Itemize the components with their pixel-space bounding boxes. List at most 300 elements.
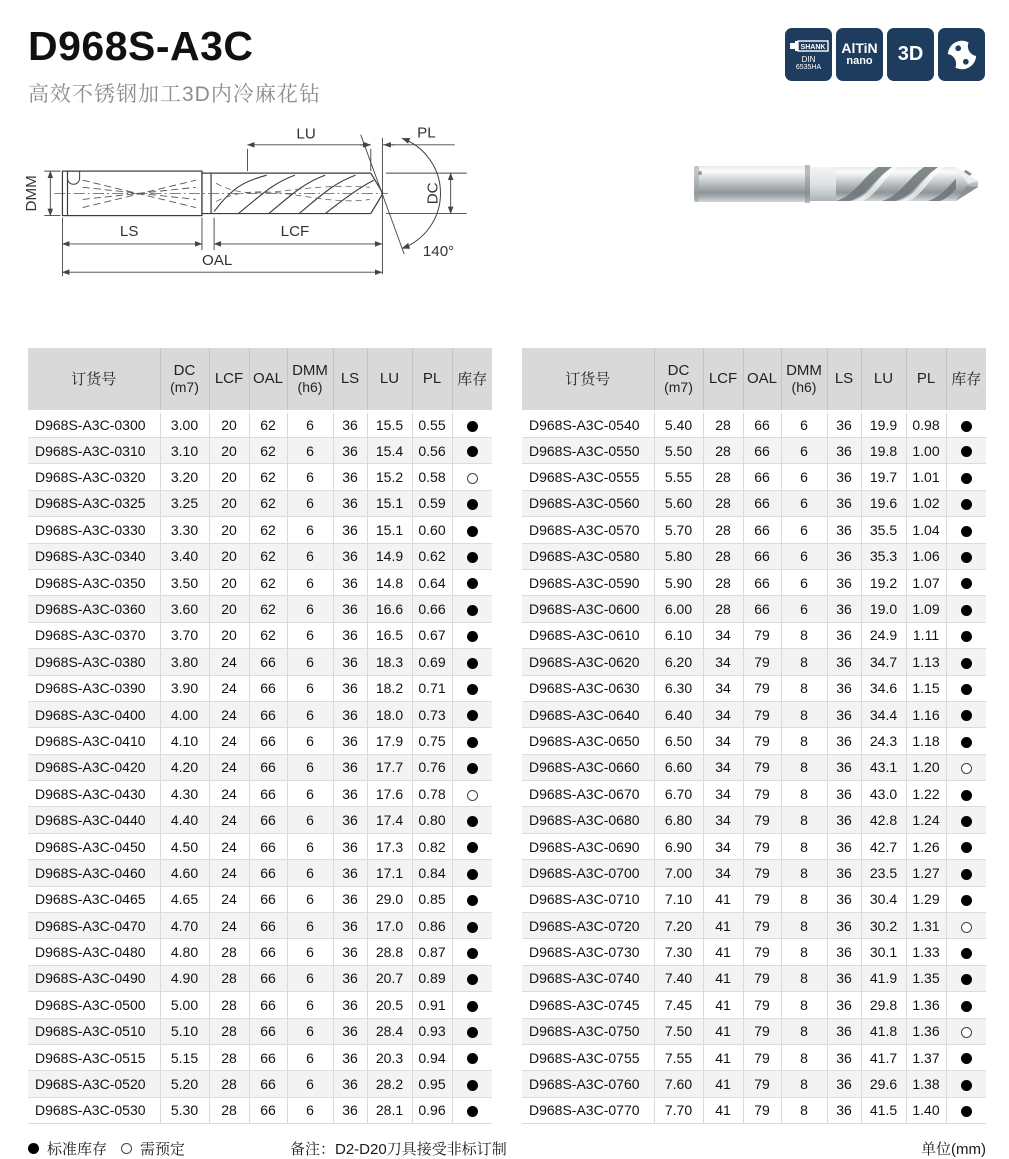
spec-cell: 0.91	[412, 992, 452, 1018]
spec-cell: 16.5	[367, 622, 412, 648]
spec-cell: 36	[333, 1018, 367, 1044]
table-row	[28, 464, 492, 490]
table-row	[28, 649, 492, 675]
spec-cell: 28	[703, 569, 743, 595]
stock-filled-icon	[961, 473, 972, 484]
spec-cell: 17.4	[367, 807, 412, 833]
spec-cell: 79	[743, 701, 781, 727]
spec-cell: 6	[287, 992, 333, 1018]
stock-filled-icon	[961, 1001, 972, 1012]
spec-cell: 6.40	[654, 701, 703, 727]
stock-cell	[452, 965, 492, 991]
spec-cell: 28	[209, 1018, 249, 1044]
spec-cell: 41	[703, 1071, 743, 1097]
column-header: LU	[861, 348, 906, 411]
spec-cell: 6	[287, 1018, 333, 1044]
column-header: LS	[827, 348, 861, 411]
table-row	[522, 754, 986, 780]
stock-filled-icon	[961, 816, 972, 827]
coolant-badge	[938, 28, 985, 81]
spec-cell: 29.0	[367, 886, 412, 912]
stock-cell	[452, 781, 492, 807]
table-row	[522, 543, 986, 569]
stock-cell	[946, 1018, 986, 1044]
spec-cell: 3.80	[160, 649, 209, 675]
spec-cell: 0.60	[412, 517, 452, 543]
order-code: D968S-A3C-0670	[522, 781, 654, 807]
table-row	[522, 1044, 986, 1070]
spec-cell: 6	[287, 728, 333, 754]
spec-cell: 34	[703, 649, 743, 675]
stock-cell	[452, 1071, 492, 1097]
spec-cell: 17.6	[367, 781, 412, 807]
spec-cell: 8	[781, 781, 827, 807]
table-row	[28, 517, 492, 543]
spec-cell: 36	[827, 886, 861, 912]
spec-cell: 66	[249, 965, 287, 991]
spec-cell: 79	[743, 728, 781, 754]
stock-filled-icon	[467, 552, 478, 563]
spec-cell: 24	[209, 860, 249, 886]
order-code: D968S-A3C-0640	[522, 701, 654, 727]
spec-cell: 0.93	[412, 1018, 452, 1044]
spec-cell: 36	[827, 833, 861, 859]
spec-cell: 20	[209, 569, 249, 595]
spec-cell: 1.16	[906, 701, 946, 727]
table-row	[28, 807, 492, 833]
order-code: D968S-A3C-0700	[522, 860, 654, 886]
spec-cell: 79	[743, 886, 781, 912]
stock-filled-icon	[467, 895, 478, 906]
spec-cell: 41.5	[861, 1097, 906, 1123]
column-header: OAL	[743, 348, 781, 411]
stock-cell	[946, 1071, 986, 1097]
spec-cell: 36	[333, 464, 367, 490]
order-code: D968S-A3C-0430	[28, 781, 160, 807]
spec-cell: 36	[827, 1018, 861, 1044]
spec-cell: 36	[333, 992, 367, 1018]
spec-cell: 30.1	[861, 939, 906, 965]
dim-dc-label: DC	[424, 182, 442, 205]
spec-cell: 79	[743, 860, 781, 886]
spec-cell: 62	[249, 543, 287, 569]
order-code: D968S-A3C-0660	[522, 754, 654, 780]
spec-cell: 4.90	[160, 965, 209, 991]
spec-cell: 0.82	[412, 833, 452, 859]
order-code: D968S-A3C-0570	[522, 517, 654, 543]
order-code: D968S-A3C-0360	[28, 596, 160, 622]
spec-cell: 6	[287, 464, 333, 490]
table-row	[522, 517, 986, 543]
stock-filled-icon	[961, 499, 972, 510]
spec-cell: 1.29	[906, 886, 946, 912]
spec-cell: 20	[209, 543, 249, 569]
dim-angle-label: 140°	[422, 243, 455, 261]
spec-cell: 62	[249, 464, 287, 490]
stock-cell	[946, 833, 986, 859]
spec-cell: 6	[287, 596, 333, 622]
column-header: DC (m7)	[654, 348, 703, 411]
spec-cell: 6.20	[654, 649, 703, 675]
spec-cell: 6	[287, 543, 333, 569]
spec-cell: 3.70	[160, 622, 209, 648]
spec-cell: 35.5	[861, 517, 906, 543]
table-row	[522, 437, 986, 463]
spec-cell: 66	[743, 569, 781, 595]
spec-cell: 4.65	[160, 886, 209, 912]
spec-cell: 36	[827, 781, 861, 807]
spec-cell: 6	[287, 649, 333, 675]
spec-cell: 1.02	[906, 490, 946, 516]
spec-cell: 7.60	[654, 1071, 703, 1097]
spec-cell: 28	[703, 596, 743, 622]
table-row	[28, 1071, 492, 1097]
spec-cell: 6.10	[654, 622, 703, 648]
table-row	[522, 649, 986, 675]
spec-cell: 6	[781, 437, 827, 463]
stock-filled-icon	[467, 1053, 478, 1064]
order-code: D968S-A3C-0760	[522, 1071, 654, 1097]
stock-filled-icon	[961, 842, 972, 853]
spec-cell: 1.33	[906, 939, 946, 965]
stock-cell	[946, 701, 986, 727]
spec-cell: 6	[781, 543, 827, 569]
spec-cell: 6.80	[654, 807, 703, 833]
spec-cell: 34	[703, 701, 743, 727]
stock-cell	[946, 886, 986, 912]
order-code: D968S-A3C-0340	[28, 543, 160, 569]
stock-filled-icon	[961, 1106, 972, 1117]
spec-cell: 6.60	[654, 754, 703, 780]
stock-filled-icon	[467, 737, 478, 748]
order-code: D968S-A3C-0690	[522, 833, 654, 859]
order-code: D968S-A3C-0650	[522, 728, 654, 754]
order-code: D968S-A3C-0580	[522, 543, 654, 569]
spec-cell: 42.8	[861, 807, 906, 833]
column-header: PL	[906, 348, 946, 411]
spec-cell: 29.6	[861, 1071, 906, 1097]
spec-cell: 17.7	[367, 754, 412, 780]
spec-cell: 0.64	[412, 569, 452, 595]
spec-cell: 17.3	[367, 833, 412, 859]
spec-cell: 0.80	[412, 807, 452, 833]
table-row	[522, 965, 986, 991]
spec-cell: 1.35	[906, 965, 946, 991]
spec-cell: 0.59	[412, 490, 452, 516]
stock-cell	[452, 754, 492, 780]
spec-cell: 36	[827, 464, 861, 490]
spec-cell: 6.70	[654, 781, 703, 807]
spec-cell: 41	[703, 965, 743, 991]
spec-cell: 79	[743, 754, 781, 780]
spec-cell: 36	[827, 1044, 861, 1070]
spec-table-right	[522, 348, 986, 1124]
spec-cell: 7.00	[654, 860, 703, 886]
stock-filled-icon	[467, 816, 478, 827]
order-code: D968S-A3C-0470	[28, 913, 160, 939]
order-code: D968S-A3C-0540	[522, 411, 654, 437]
spec-cell: 28.4	[367, 1018, 412, 1044]
spec-cell: 66	[249, 860, 287, 886]
spec-cell: 17.0	[367, 913, 412, 939]
stock-filled-icon	[961, 446, 972, 457]
spec-cell: 18.2	[367, 675, 412, 701]
order-code: D968S-A3C-0480	[28, 939, 160, 965]
table-row	[28, 728, 492, 754]
spec-cell: 6	[781, 517, 827, 543]
order-code: D968S-A3C-0465	[28, 886, 160, 912]
spec-cell: 8	[781, 833, 827, 859]
order-code: D968S-A3C-0400	[28, 701, 160, 727]
spec-cell: 66	[249, 886, 287, 912]
spec-cell: 41	[703, 1044, 743, 1070]
stock-cell	[946, 490, 986, 516]
table-row	[28, 1097, 492, 1123]
spec-cell: 36	[827, 807, 861, 833]
spec-cell: 62	[249, 490, 287, 516]
order-code: D968S-A3C-0310	[28, 437, 160, 463]
spec-cell: 5.80	[654, 543, 703, 569]
stock-filled-icon	[467, 526, 478, 537]
stock-filled-icon	[961, 737, 972, 748]
spec-cell: 36	[827, 543, 861, 569]
stock-cell	[946, 569, 986, 595]
spec-cell: 1.38	[906, 1071, 946, 1097]
table-row	[522, 728, 986, 754]
spec-cell: 36	[827, 913, 861, 939]
dim-oal-label: OAL	[201, 252, 233, 270]
stock-filled-icon	[961, 710, 972, 721]
spec-cell: 36	[827, 1097, 861, 1123]
spec-cell: 6	[287, 860, 333, 886]
spec-cell: 20.3	[367, 1044, 412, 1070]
stock-cell	[946, 411, 986, 437]
spec-cell: 17.1	[367, 860, 412, 886]
stock-cell	[946, 543, 986, 569]
header-row	[28, 348, 492, 411]
spec-cell: 6	[287, 754, 333, 780]
spec-cell: 6	[287, 939, 333, 965]
spec-cell: 36	[333, 860, 367, 886]
spec-cell: 19.8	[861, 437, 906, 463]
spec-cell: 36	[333, 965, 367, 991]
spec-cell: 42.7	[861, 833, 906, 859]
order-code: D968S-A3C-0770	[522, 1097, 654, 1123]
spec-cell: 28	[703, 437, 743, 463]
table-row	[28, 1044, 492, 1070]
stock-cell	[946, 913, 986, 939]
spec-cell: 1.04	[906, 517, 946, 543]
stock-cell	[946, 464, 986, 490]
spec-cell: 5.70	[654, 517, 703, 543]
stock-cell	[452, 833, 492, 859]
stock-filled-icon	[467, 1027, 478, 1038]
order-code: D968S-A3C-0500	[28, 992, 160, 1018]
feature-badges	[785, 28, 985, 81]
spec-cell: 28.2	[367, 1071, 412, 1097]
stock-cell	[946, 807, 986, 833]
order-code: D968S-A3C-0600	[522, 596, 654, 622]
stock-filled-icon	[961, 895, 972, 906]
stock-cell	[946, 860, 986, 886]
spec-cell: 34	[703, 781, 743, 807]
stock-cell	[452, 860, 492, 886]
stock-open-icon	[961, 1027, 972, 1038]
table-row	[522, 622, 986, 648]
spec-cell: 6	[287, 675, 333, 701]
spec-cell: 6	[287, 886, 333, 912]
spec-cell: 4.00	[160, 701, 209, 727]
spec-cell: 1.01	[906, 464, 946, 490]
column-header: DC (m7)	[160, 348, 209, 411]
spec-cell: 4.60	[160, 860, 209, 886]
spec-cell: 8	[781, 675, 827, 701]
spec-cell: 6	[781, 596, 827, 622]
spec-cell: 8	[781, 807, 827, 833]
spec-cell: 3.10	[160, 437, 209, 463]
spec-cell: 36	[333, 437, 367, 463]
stock-cell	[946, 649, 986, 675]
spec-cell: 62	[249, 517, 287, 543]
spec-cell: 41	[703, 939, 743, 965]
stock-cell	[452, 649, 492, 675]
spec-cell: 0.85	[412, 886, 452, 912]
3d-badge-label: 3D	[897, 43, 924, 65]
spec-cell: 0.94	[412, 1044, 452, 1070]
stock-cell	[452, 622, 492, 648]
spec-cell: 6	[287, 490, 333, 516]
stock-cell	[452, 543, 492, 569]
spec-cell: 66	[249, 781, 287, 807]
table-row	[522, 781, 986, 807]
spec-cell: 19.9	[861, 411, 906, 437]
order-code: D968S-A3C-0740	[522, 965, 654, 991]
stock-cell	[946, 939, 986, 965]
stock-filled-icon	[467, 421, 478, 432]
table-row	[28, 860, 492, 886]
spec-cell: 0.86	[412, 913, 452, 939]
spec-cell: 66	[249, 1097, 287, 1123]
spec-cell: 28.1	[367, 1097, 412, 1123]
spec-cell: 66	[743, 437, 781, 463]
stock-cell	[946, 1044, 986, 1070]
table-row	[522, 1018, 986, 1044]
spec-cell: 28	[703, 490, 743, 516]
order-code: D968S-A3C-0420	[28, 754, 160, 780]
stock-filled-icon	[961, 578, 972, 589]
stock-filled-icon	[467, 974, 478, 985]
spec-cell: 20	[209, 411, 249, 437]
stock-filled-icon	[961, 869, 972, 880]
table-row	[28, 543, 492, 569]
table-row	[28, 886, 492, 912]
spec-cell: 62	[249, 437, 287, 463]
order-code: D968S-A3C-0390	[28, 675, 160, 701]
spec-cell: 28	[209, 1044, 249, 1070]
spec-table-left	[28, 348, 492, 1124]
stock-filled-icon	[467, 1106, 478, 1117]
spec-cell: 66	[249, 1044, 287, 1070]
order-code: D968S-A3C-0320	[28, 464, 160, 490]
spec-cell: 6	[781, 490, 827, 516]
order-code: D968S-A3C-0610	[522, 622, 654, 648]
spec-cell: 8	[781, 754, 827, 780]
page-subtitle: 高效不锈钢加工3D内冷麻花钻	[28, 83, 321, 107]
order-code: D968S-A3C-0555	[522, 464, 654, 490]
stock-filled-icon	[467, 684, 478, 695]
order-code: D968S-A3C-0755	[522, 1044, 654, 1070]
spec-cell: 20	[209, 464, 249, 490]
spec-cell: 36	[827, 649, 861, 675]
spec-cell: 1.22	[906, 781, 946, 807]
spec-cell: 15.2	[367, 464, 412, 490]
spec-cell: 1.40	[906, 1097, 946, 1123]
spec-cell: 1.24	[906, 807, 946, 833]
spec-tables	[28, 348, 986, 1124]
stock-cell	[946, 622, 986, 648]
spec-cell: 15.1	[367, 490, 412, 516]
column-header: OAL	[249, 348, 287, 411]
spec-cell: 79	[743, 833, 781, 859]
column-header: LU	[367, 348, 412, 411]
spec-cell: 1.07	[906, 569, 946, 595]
3d-badge	[887, 28, 934, 81]
stock-filled-icon	[961, 526, 972, 537]
stock-cell	[946, 965, 986, 991]
spec-cell: 36	[827, 569, 861, 595]
spec-cell: 20	[209, 490, 249, 516]
spec-cell: 66	[249, 675, 287, 701]
table-row	[522, 411, 986, 437]
table-row	[522, 569, 986, 595]
stock-filled-icon	[467, 605, 478, 616]
order-code: D968S-A3C-0370	[28, 622, 160, 648]
spec-cell: 8	[781, 939, 827, 965]
stock-filled-icon	[961, 1053, 972, 1064]
stock-cell	[946, 517, 986, 543]
column-header: 订货号	[28, 348, 160, 411]
spec-cell: 1.37	[906, 1044, 946, 1070]
spec-cell: 8	[781, 701, 827, 727]
spec-cell: 8	[781, 1044, 827, 1070]
spec-cell: 6.00	[654, 596, 703, 622]
spec-cell: 0.95	[412, 1071, 452, 1097]
spec-cell: 6	[781, 411, 827, 437]
spec-cell: 0.78	[412, 781, 452, 807]
spec-cell: 66	[249, 728, 287, 754]
spec-cell: 4.10	[160, 728, 209, 754]
spec-cell: 36	[827, 675, 861, 701]
spec-cell: 20.7	[367, 965, 412, 991]
spec-cell: 6.90	[654, 833, 703, 859]
column-header: DMM (h6)	[287, 348, 333, 411]
spec-cell: 5.15	[160, 1044, 209, 1070]
table-row	[28, 622, 492, 648]
svg-text:SHANK: SHANK	[800, 43, 825, 51]
spec-cell: 0.58	[412, 464, 452, 490]
stock-open-icon	[961, 763, 972, 774]
order-code: D968S-A3C-0350	[28, 569, 160, 595]
stock-filled-icon	[961, 790, 972, 801]
spec-cell: 19.7	[861, 464, 906, 490]
spec-cell: 36	[333, 649, 367, 675]
dim-pl-label: PL	[417, 124, 436, 142]
stock-cell	[946, 754, 986, 780]
spec-cell: 8	[781, 913, 827, 939]
spec-cell: 7.40	[654, 965, 703, 991]
spec-cell: 3.90	[160, 675, 209, 701]
header-row	[522, 348, 986, 411]
